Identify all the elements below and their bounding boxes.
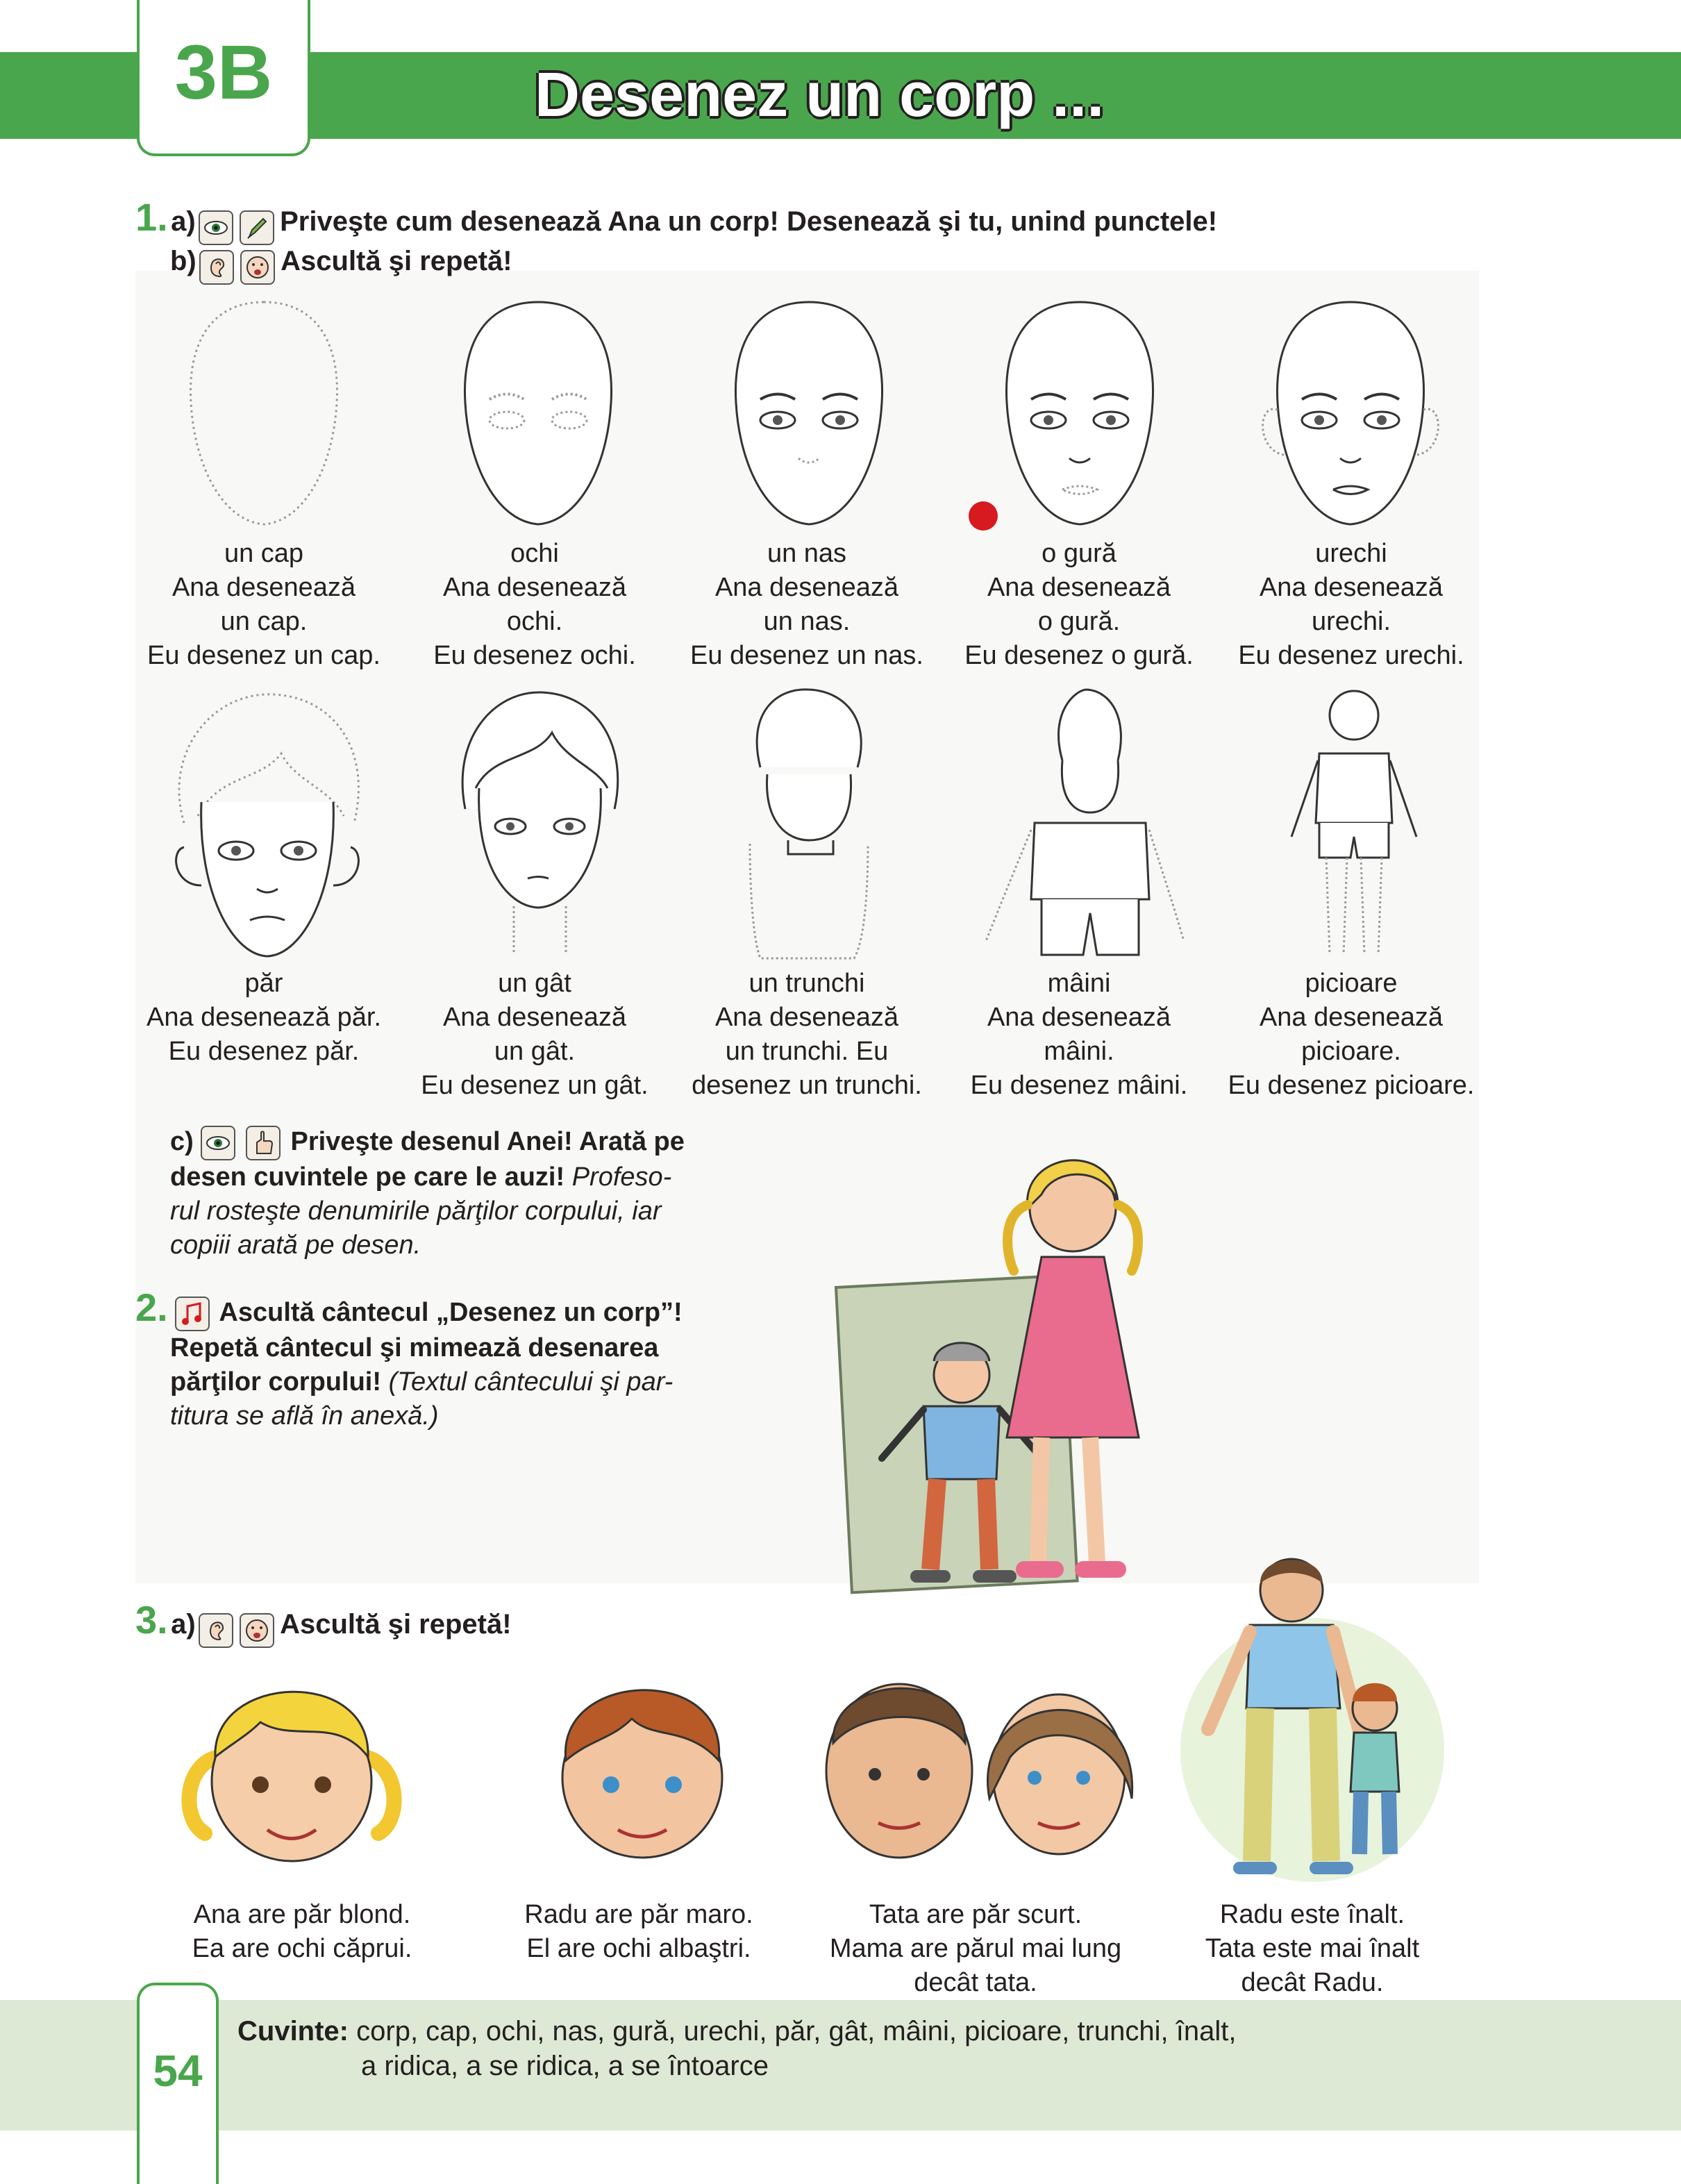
caption-line: un gât.	[494, 1037, 576, 1066]
speaking-face-icon	[240, 250, 275, 285]
caption-line: urechi.	[1311, 607, 1391, 636]
caption-line: Mama are părul mai lung	[829, 1934, 1122, 1963]
ex1-b-instruction	[170, 244, 512, 285]
red-marker-dot	[969, 501, 998, 531]
caption-picioare	[1212, 967, 1490, 1103]
caption-un-gat	[403, 967, 667, 1103]
caption-line: Ana desenează	[442, 1003, 627, 1032]
ex2-bold-2: Repetă cântecul şi mimează desenarea	[170, 1333, 659, 1362]
page-title: Desenez un corp ...	[535, 60, 1105, 130]
caption-line: Ana desenează	[714, 1003, 899, 1032]
caption-line: Eu desenez un gât.	[421, 1071, 649, 1100]
ex1-c-italic-2: rul rosteşte denumirile părţilor corpului, iar	[170, 1196, 662, 1226]
caption-word: un cap	[224, 539, 304, 568]
caption-line: picioare.	[1301, 1037, 1401, 1066]
vocabulary-label: Cuvinte:	[237, 2016, 349, 2047]
caption-line: ochi.	[506, 607, 563, 636]
hair-drawing	[156, 684, 378, 965]
caption-line: Ana are păr blond.	[193, 1900, 411, 1929]
caption-urechi	[1219, 537, 1483, 673]
caption-line: Eu desenez urechi.	[1238, 641, 1464, 670]
caption-line: El are ochi albaştri.	[526, 1934, 751, 1963]
ex1-number: 1.	[135, 195, 168, 239]
ear-icon	[199, 250, 234, 285]
caption-line: Eu desenez un nas.	[690, 641, 923, 670]
caption-line: Ea are ochi căprui.	[192, 1934, 412, 1963]
neck-drawing	[437, 684, 639, 965]
music-note-icon	[175, 1297, 210, 1331]
caption-word: ochi	[510, 539, 559, 568]
vocabulary-list	[237, 2014, 1236, 2083]
caption-word: păr	[244, 969, 283, 998]
ex1-a-instruction	[135, 194, 1217, 245]
page-number: 54	[153, 2046, 203, 2096]
ex1-b-label: b)	[170, 246, 196, 276]
vocabulary-line-1: corp, cap, ochi, nas, gură, urechi, păr, gât, mâini, picioare, trunchi, înalt,	[356, 2016, 1237, 2047]
caption-maini	[947, 967, 1211, 1103]
ex2-bold-3: părţilor corpului!	[170, 1367, 381, 1397]
ex3-number: 3.	[135, 1598, 168, 1642]
caption-line: o gură.	[1037, 607, 1121, 636]
pointing-hand-icon	[246, 1126, 281, 1160]
ex1-a-text: Priveşte cum desenează Ana un corp! Desenează şi tu, unind punctele!	[280, 206, 1218, 237]
parents-faces-illustration	[816, 1660, 1149, 1868]
caption-word: o gură	[1042, 539, 1117, 568]
caption-word: picioare	[1305, 969, 1398, 998]
ex1-c-bold-1: Priveşte desenul Anei! Arată pe	[290, 1127, 685, 1156]
head-outline-drawing	[160, 292, 368, 542]
caption-o-gura	[947, 537, 1211, 673]
caption-un-cap	[132, 537, 396, 673]
caption-ana	[135, 1898, 469, 1966]
caption-word: un trunchi	[748, 969, 865, 998]
caption-line: Ana desenează	[172, 573, 356, 602]
caption-line: Tata are păr scurt.	[869, 1900, 1082, 1929]
caption-line: desenez un trunchi.	[692, 1071, 922, 1100]
ex2-number: 2.	[135, 1285, 168, 1329]
caption-radu	[472, 1898, 805, 1966]
caption-line: Radu este înalt.	[1219, 1900, 1405, 1929]
caption-line: Ana desenează	[442, 573, 627, 602]
caption-parents	[805, 1898, 1146, 2000]
caption-word: urechi	[1315, 539, 1387, 568]
caption-line: Eu desenez păr.	[168, 1037, 360, 1066]
ex1-c-bold-2: desen cuvintele pe care le auzi!	[170, 1162, 565, 1192]
ex3-a-label: a)	[171, 1609, 196, 1640]
speaking-face-icon	[240, 1613, 274, 1648]
caption-un-nas	[675, 537, 939, 673]
ex1-c-italic-3: copiii arată pe desen.	[170, 1230, 421, 1260]
ex1-b-text: Ascultă şi repetă!	[281, 246, 512, 276]
hands-drawing	[972, 684, 1194, 965]
caption-line: Ana desenează	[1259, 1003, 1444, 1032]
ex1-c-instruction	[170, 1125, 743, 1262]
caption-line: Tata este mai înalt	[1205, 1934, 1420, 1963]
ex2-italic-3: (Textul cântecului şi par-	[388, 1367, 674, 1397]
caption-line: un trunchi. Eu	[725, 1037, 889, 1066]
vocabulary-line-2: a ridica, a se ridica, a se întoarce	[361, 2051, 769, 2081]
pencil-icon	[240, 210, 274, 245]
caption-word: un gât	[498, 969, 571, 998]
mouth-drawing	[976, 292, 1184, 542]
ear-icon	[199, 1613, 233, 1648]
legs-drawing	[1264, 684, 1444, 965]
father-and-son-illustration	[1173, 1542, 1451, 1889]
trunk-drawing	[722, 684, 896, 965]
caption-line: un cap.	[220, 607, 308, 636]
caption-line: Ana desenează păr.	[146, 1003, 382, 1032]
caption-line: Ana desenează	[987, 1003, 1171, 1032]
nose-drawing	[705, 292, 913, 542]
ex1-a-label: a)	[171, 206, 196, 237]
ex2-italic-4: titura se află în anexă.)	[170, 1401, 439, 1431]
caption-height	[1160, 1898, 1465, 2000]
caption-line: Ana desenează	[987, 573, 1171, 602]
ears-drawing	[1246, 292, 1455, 542]
radu-face-illustration	[535, 1656, 750, 1878]
caption-word: un nas	[767, 539, 847, 568]
caption-line: Eu desenez ochi.	[433, 641, 636, 670]
unit-label: 3B	[174, 30, 273, 115]
caption-par	[132, 967, 396, 1069]
caption-line: Radu are păr maro.	[524, 1900, 753, 1929]
caption-un-trunchi	[675, 967, 939, 1103]
caption-ochi	[403, 537, 667, 673]
eye-icon	[199, 210, 233, 245]
ex1-c-italic-1: Profeso-	[571, 1162, 672, 1192]
caption-line: decât Radu.	[1241, 1968, 1384, 1997]
caption-line: Eu desenez mâini.	[970, 1071, 1188, 1100]
ex3-a-instruction	[135, 1597, 512, 1648]
caption-line: Eu desenez picioare.	[1228, 1071, 1475, 1100]
caption-line: Ana desenează	[1259, 573, 1444, 602]
ex1-c-label: c)	[170, 1127, 194, 1156]
ex2-bold-1: Ascultă cântecul „Desenez un corp”!	[219, 1298, 683, 1327]
caption-line: Eu desenez o gură.	[964, 641, 1194, 670]
caption-line: Ana desenează	[714, 573, 899, 602]
eye-icon	[201, 1126, 235, 1160]
ex3-a-text: Ascultă şi repetă!	[280, 1609, 512, 1640]
ana-face-illustration	[177, 1653, 406, 1889]
girl-holding-drawing-illustration	[833, 1139, 1166, 1625]
caption-line: Eu desenez un cap.	[147, 641, 380, 670]
caption-line: decât tata.	[914, 1968, 1037, 1997]
eyes-drawing	[434, 292, 642, 542]
caption-line: mâini.	[1044, 1037, 1114, 1066]
caption-line: un nas.	[763, 607, 851, 636]
ex2-instruction	[135, 1285, 743, 1433]
caption-word: mâini	[1047, 969, 1111, 998]
